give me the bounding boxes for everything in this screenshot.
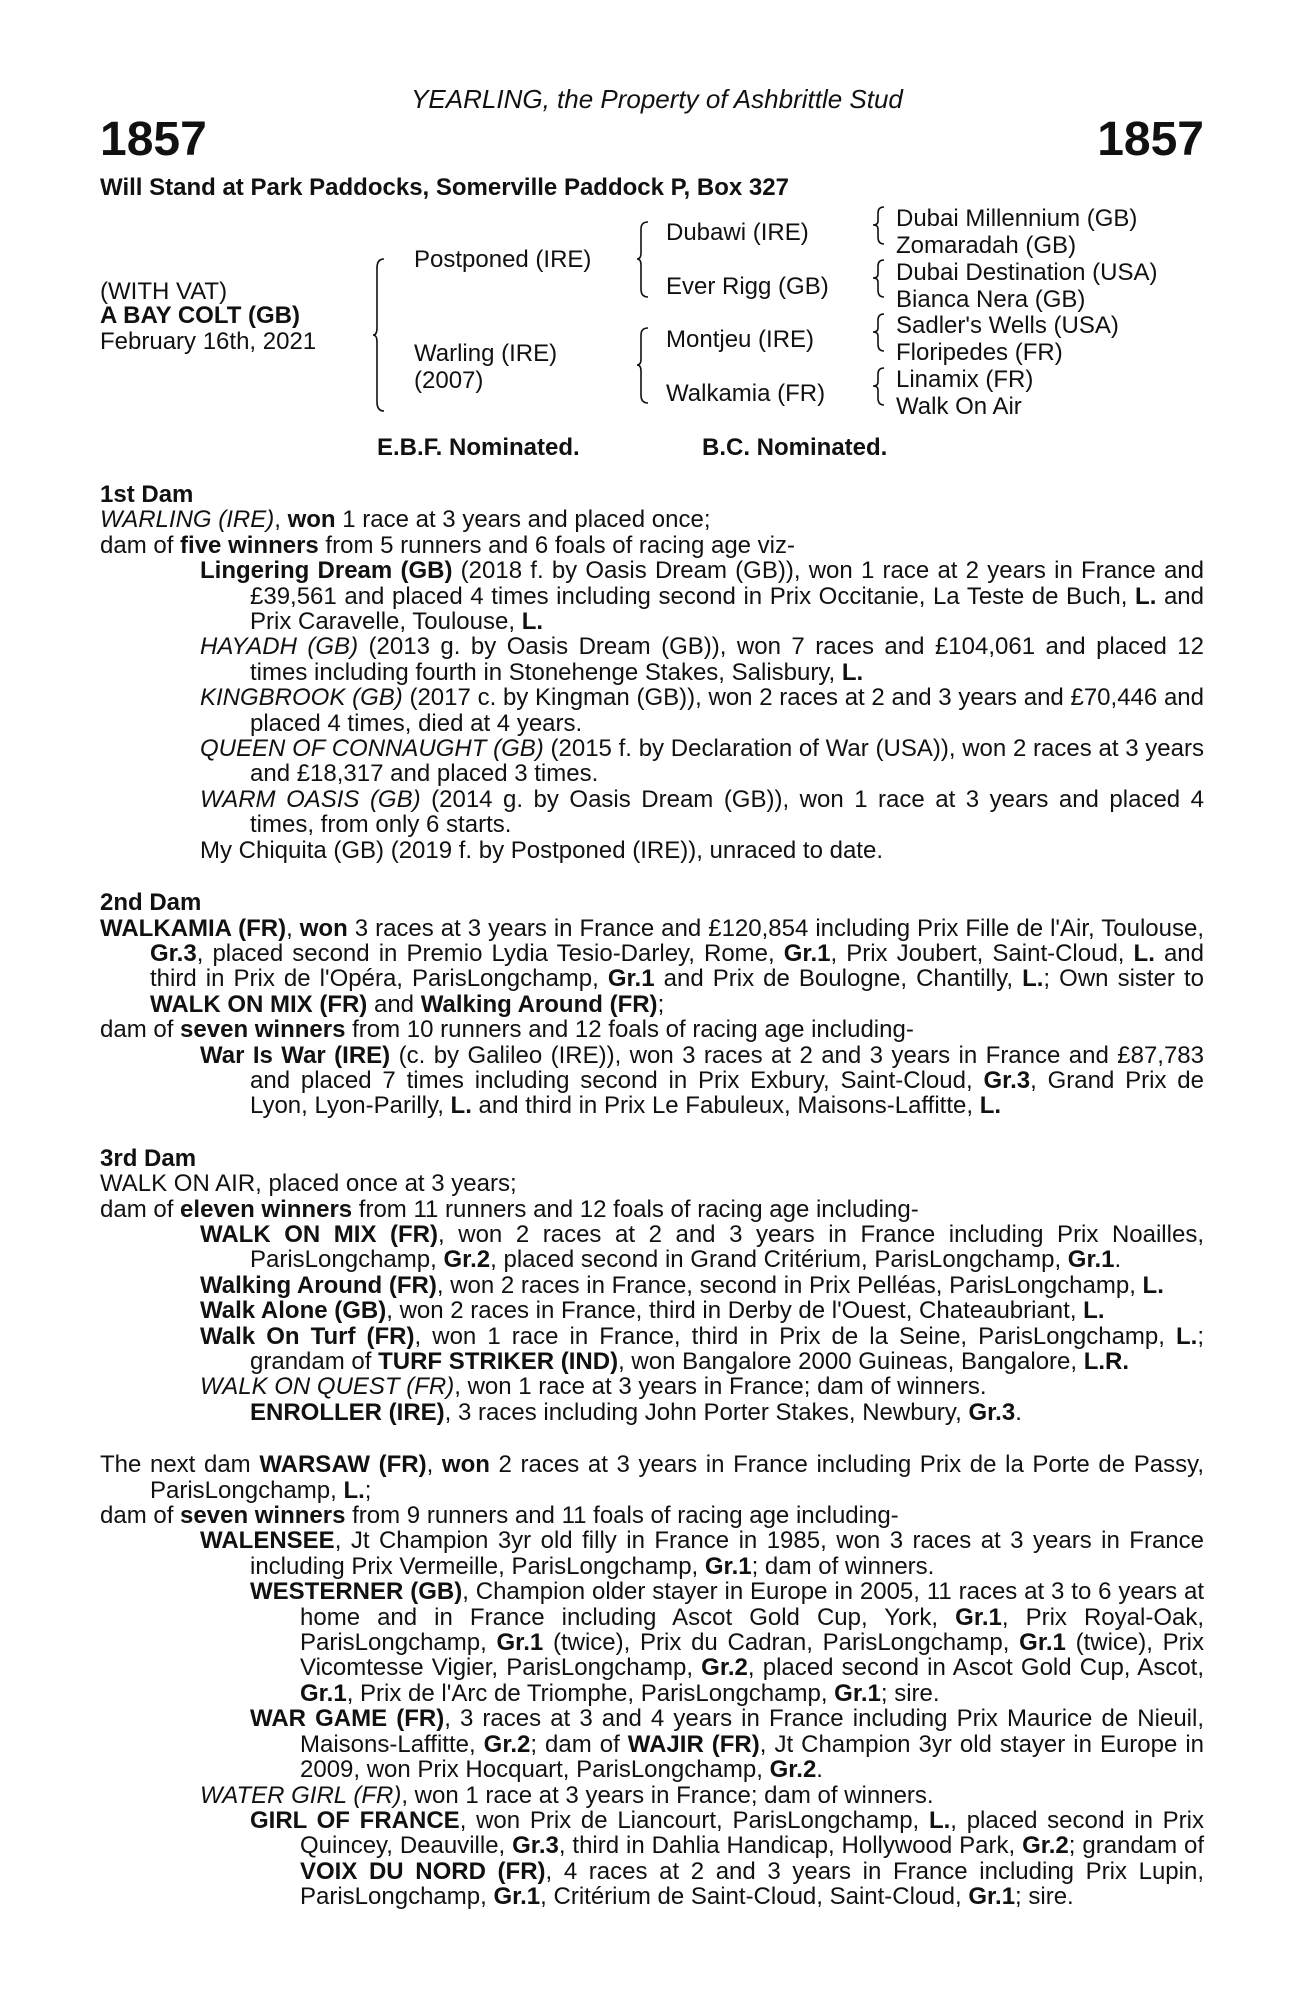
pedigree-dsd: Floripedes (FR) <box>896 339 1063 366</box>
first-dam-foal: WARM OASIS (GB) (2014 g. by Oasis Dream (GB)), won 1 race at 3 years and placed 4 times, from only 6 starts. <box>200 785 1205 839</box>
first-dam-foal: Lingering Dream (GB) (2018 f. by Oasis Dream (GB)), won 1 race at 2 years in France and £39,561 and placed 4 times including second in Prix Occitanie, La Teste de Buch, L. and Prix Caravelle, Toulouse, L. <box>200 557 1204 636</box>
horse-name: A BAY COLT (GB) <box>100 302 301 329</box>
third-dam-record: WALK ON AIR, placed once at 3 years; <box>100 1170 517 1198</box>
pedigree-bracket-3d <box>872 367 886 407</box>
pedigree-sire-dam: Ever Rigg (GB) <box>666 273 829 300</box>
pedigree-sire-sire: Dubawi (IRE) <box>666 219 809 246</box>
pedigree-sds: Dubai Destination (USA) <box>896 259 1158 286</box>
second-dam-produce: dam of seven winners from 10 runners and 12 foals of racing age including- <box>100 1016 914 1044</box>
first-dam-heading: 1st Dam <box>100 481 194 508</box>
third-dam-grandfoal: ENROLLER (IRE), 3 races including John Porter Stakes, Newbury, Gr.3. <box>250 1398 1022 1426</box>
foaling-date: February 16th, 2021 <box>100 328 317 355</box>
third-dam-produce: dam of eleven winners from 11 runners and 12 foals of racing age including- <box>100 1195 919 1223</box>
fourth-dam-grandfoal: GIRL OF FRANCE, won Prix de Liancourt, ParisLongchamp, L., placed second in Prix Quincey, Deauville, Gr.3, third in Dahlia Handicap, Hollywood Park, Gr.2; grandam of VOIX DU NORD (FR), 4 races at 2 and 3 years in France including Prix Lupin, ParisLongchamp, Gr.1, Critérium de Saint-Cloud, Saint-Cloud, Gr.1; sire. <box>250 1806 1205 1911</box>
first-dam-foal: KINGBROOK (GB) (2017 c. by Kingman (GB)), won 2 races at 2 and 3 years and £70,446 and placed 4 times, died at 4 years. <box>200 684 1205 737</box>
third-dam-foal: Walking Around (FR), won 2 races in France, second in Prix Pelléas, ParisLongchamp, L. <box>200 1271 1164 1299</box>
second-dam-record: WALKAMIA (FR), won 3 races at 3 years in France and £120,854 including Prix Fille de l'Air, Toulouse, Gr.3, placed second in Premio Lydia Tesio-Darley, Rome, Gr.1, Prix Joubert, Saint-Cloud, L. and third in Prix de l'Opéra, ParisLongchamp, Gr.1 and Prix de Boulogne, Chantilly, L.; Own sister to WALK ON MIX (FR) and Walking Around (FR); <box>100 914 1205 1018</box>
pedigree-bracket-3a <box>872 206 886 246</box>
third-dam-foal: WALK ON MIX (FR), won 2 races at 2 and 3 years in France including Prix Noailles, ParisLongchamp, Gr.2, placed second in Grand Critérium, ParisLongchamp, Gr.1. <box>200 1220 1204 1274</box>
pedigree-bracket-dam <box>636 327 650 405</box>
pedigree-ssd: Zomaradah (GB) <box>896 232 1077 259</box>
pedigree-dam-year: (2007) <box>414 367 484 394</box>
first-dam-foal: HAYADH (GB) (2013 g. by Oasis Dream (GB)), won 7 races and £104,061 and placed 12 times including fourth in Stonehenge Stakes, Salisbury, L. <box>200 633 1204 686</box>
third-dam-heading: 3rd Dam <box>100 1144 197 1172</box>
fourth-dam-grandfoal: WESTERNER (GB), Champion older stayer in Europe in 2005, 11 races at 3 to 6 years at home and in France including Ascot Gold Cup, York, Gr.1, Prix Royal-Oak, ParisLongchamp, Gr.1 (twice), Prix du Cadran, ParisLongchamp, Gr.1 (twice), Prix Vicomtesse Vigier, ParisLongchamp, Gr.2, placed second in Ascot Gold Cup, Ascot, Gr.1, Prix de l'Arc de Triomphe, ParisLongchamp, Gr.1; sire. <box>250 1578 1205 1707</box>
fourth-dam-produce: dam of seven winners from 9 runners and 11 foals of racing age including- <box>100 1502 899 1530</box>
pedigree-dam: Warling (IRE) <box>414 340 558 367</box>
fourth-dam-foal: WALENSEE, Jt Champion 3yr old filly in France in 1985, won 3 races at 3 years in France including Prix Vermeille, ParisLongchamp, Gr.1; dam of winners. <box>200 1527 1204 1580</box>
pedigree-bracket-3c <box>872 313 886 353</box>
lot-number-right: 1857 <box>1097 113 1204 166</box>
second-dam-foal: War Is War (IRE) (c. by Galileo (IRE)), won 3 races at 2 and 3 years in France and £87,783 and placed 7 times including second in Prix Exbury, Saint-Cloud, Gr.3, Grand Prix de Lyon, Lyon-Parilly, L. and third in Prix Le Fabuleux, Maisons-Laffitte, L. <box>200 1041 1204 1120</box>
catalogue-subtitle: YEARLING, the Property of Ashbrittle Stud <box>411 84 903 114</box>
pedigree-dds: Linamix (FR) <box>896 366 1034 393</box>
fourth-dam-record: The next dam WARSAW (FR), won 2 races at 3 years in France including Prix de la Porte de Passy, ParisLongchamp, L.; <box>100 1451 1204 1504</box>
pedigree-ddd: Walk On Air <box>896 393 1022 420</box>
first-dam-foal: QUEEN OF CONNAUGHT (GB) (2015 f. by Declaration of War (USA)), won 2 races at 3 years and £18,317 and placed 3 times. <box>200 735 1204 788</box>
pedigree-dss: Sadler's Wells (USA) <box>896 312 1119 339</box>
third-dam-foal: Walk Alone (GB), won 2 races in France, third in Derby de l'Ouest, Chateaubriant, L. <box>200 1297 1105 1325</box>
fourth-dam-foal: WATER GIRL (FR), won 1 race at 3 years in France; dam of winners. <box>200 1781 934 1809</box>
pedigree-sdd: Bianca Nera (GB) <box>896 286 1086 313</box>
vat-note: (WITH VAT) <box>100 278 228 305</box>
first-dam-produce: dam of five winners from 5 runners and 6 foals of racing age viz- <box>100 531 796 559</box>
pedigree-bracket-sire <box>636 221 650 299</box>
pedigree-dam-sire: Montjeu (IRE) <box>666 326 815 353</box>
ebf-nomination: E.B.F. Nominated. <box>377 434 580 461</box>
pedigree-bracket-main <box>372 258 386 412</box>
bc-nomination: B.C. Nominated. <box>702 434 888 461</box>
third-dam-foal: Walk On Turf (FR), won 1 race in France, third in Prix de la Seine, ParisLongchamp, L.; grandam of TURF STRIKER (IND), won Bangalore 2000 Guineas, Bangalore, L.R. <box>200 1322 1204 1375</box>
fourth-dam-grandfoal: WAR GAME (FR), 3 races at 3 and 4 years in France including Prix Maurice de Nieuil, Maisons-Laffitte, Gr.2; dam of WAJIR (FR), Jt Champion 3yr old stayer in Europe in 2009, won Prix Hocquart, ParisLongchamp, Gr.2. <box>250 1705 1205 1784</box>
pedigree-dam-dam: Walkamia (FR) <box>666 380 826 407</box>
catalogue-body <box>100 482 1204 1910</box>
pedigree-bracket-3b <box>872 259 886 299</box>
first-dam-record: WARLING (IRE), won 1 race at 3 years and placed once; <box>100 506 711 534</box>
second-dam-heading: 2nd Dam <box>100 889 202 917</box>
pedigree-sire: Postponed (IRE) <box>414 246 592 273</box>
first-dam-foal: My Chiquita (GB) (2019 f. by Postponed (IRE)), unraced to date. <box>200 836 883 864</box>
stabling-location: Will Stand at Park Paddocks, Somerville Paddock P, Box 327 <box>100 174 789 201</box>
lot-number-left: 1857 <box>100 113 207 166</box>
third-dam-foal: WALK ON QUEST (FR), won 1 race at 3 years in France; dam of winners. <box>200 1373 987 1401</box>
pedigree-sss: Dubai Millennium (GB) <box>896 205 1138 232</box>
